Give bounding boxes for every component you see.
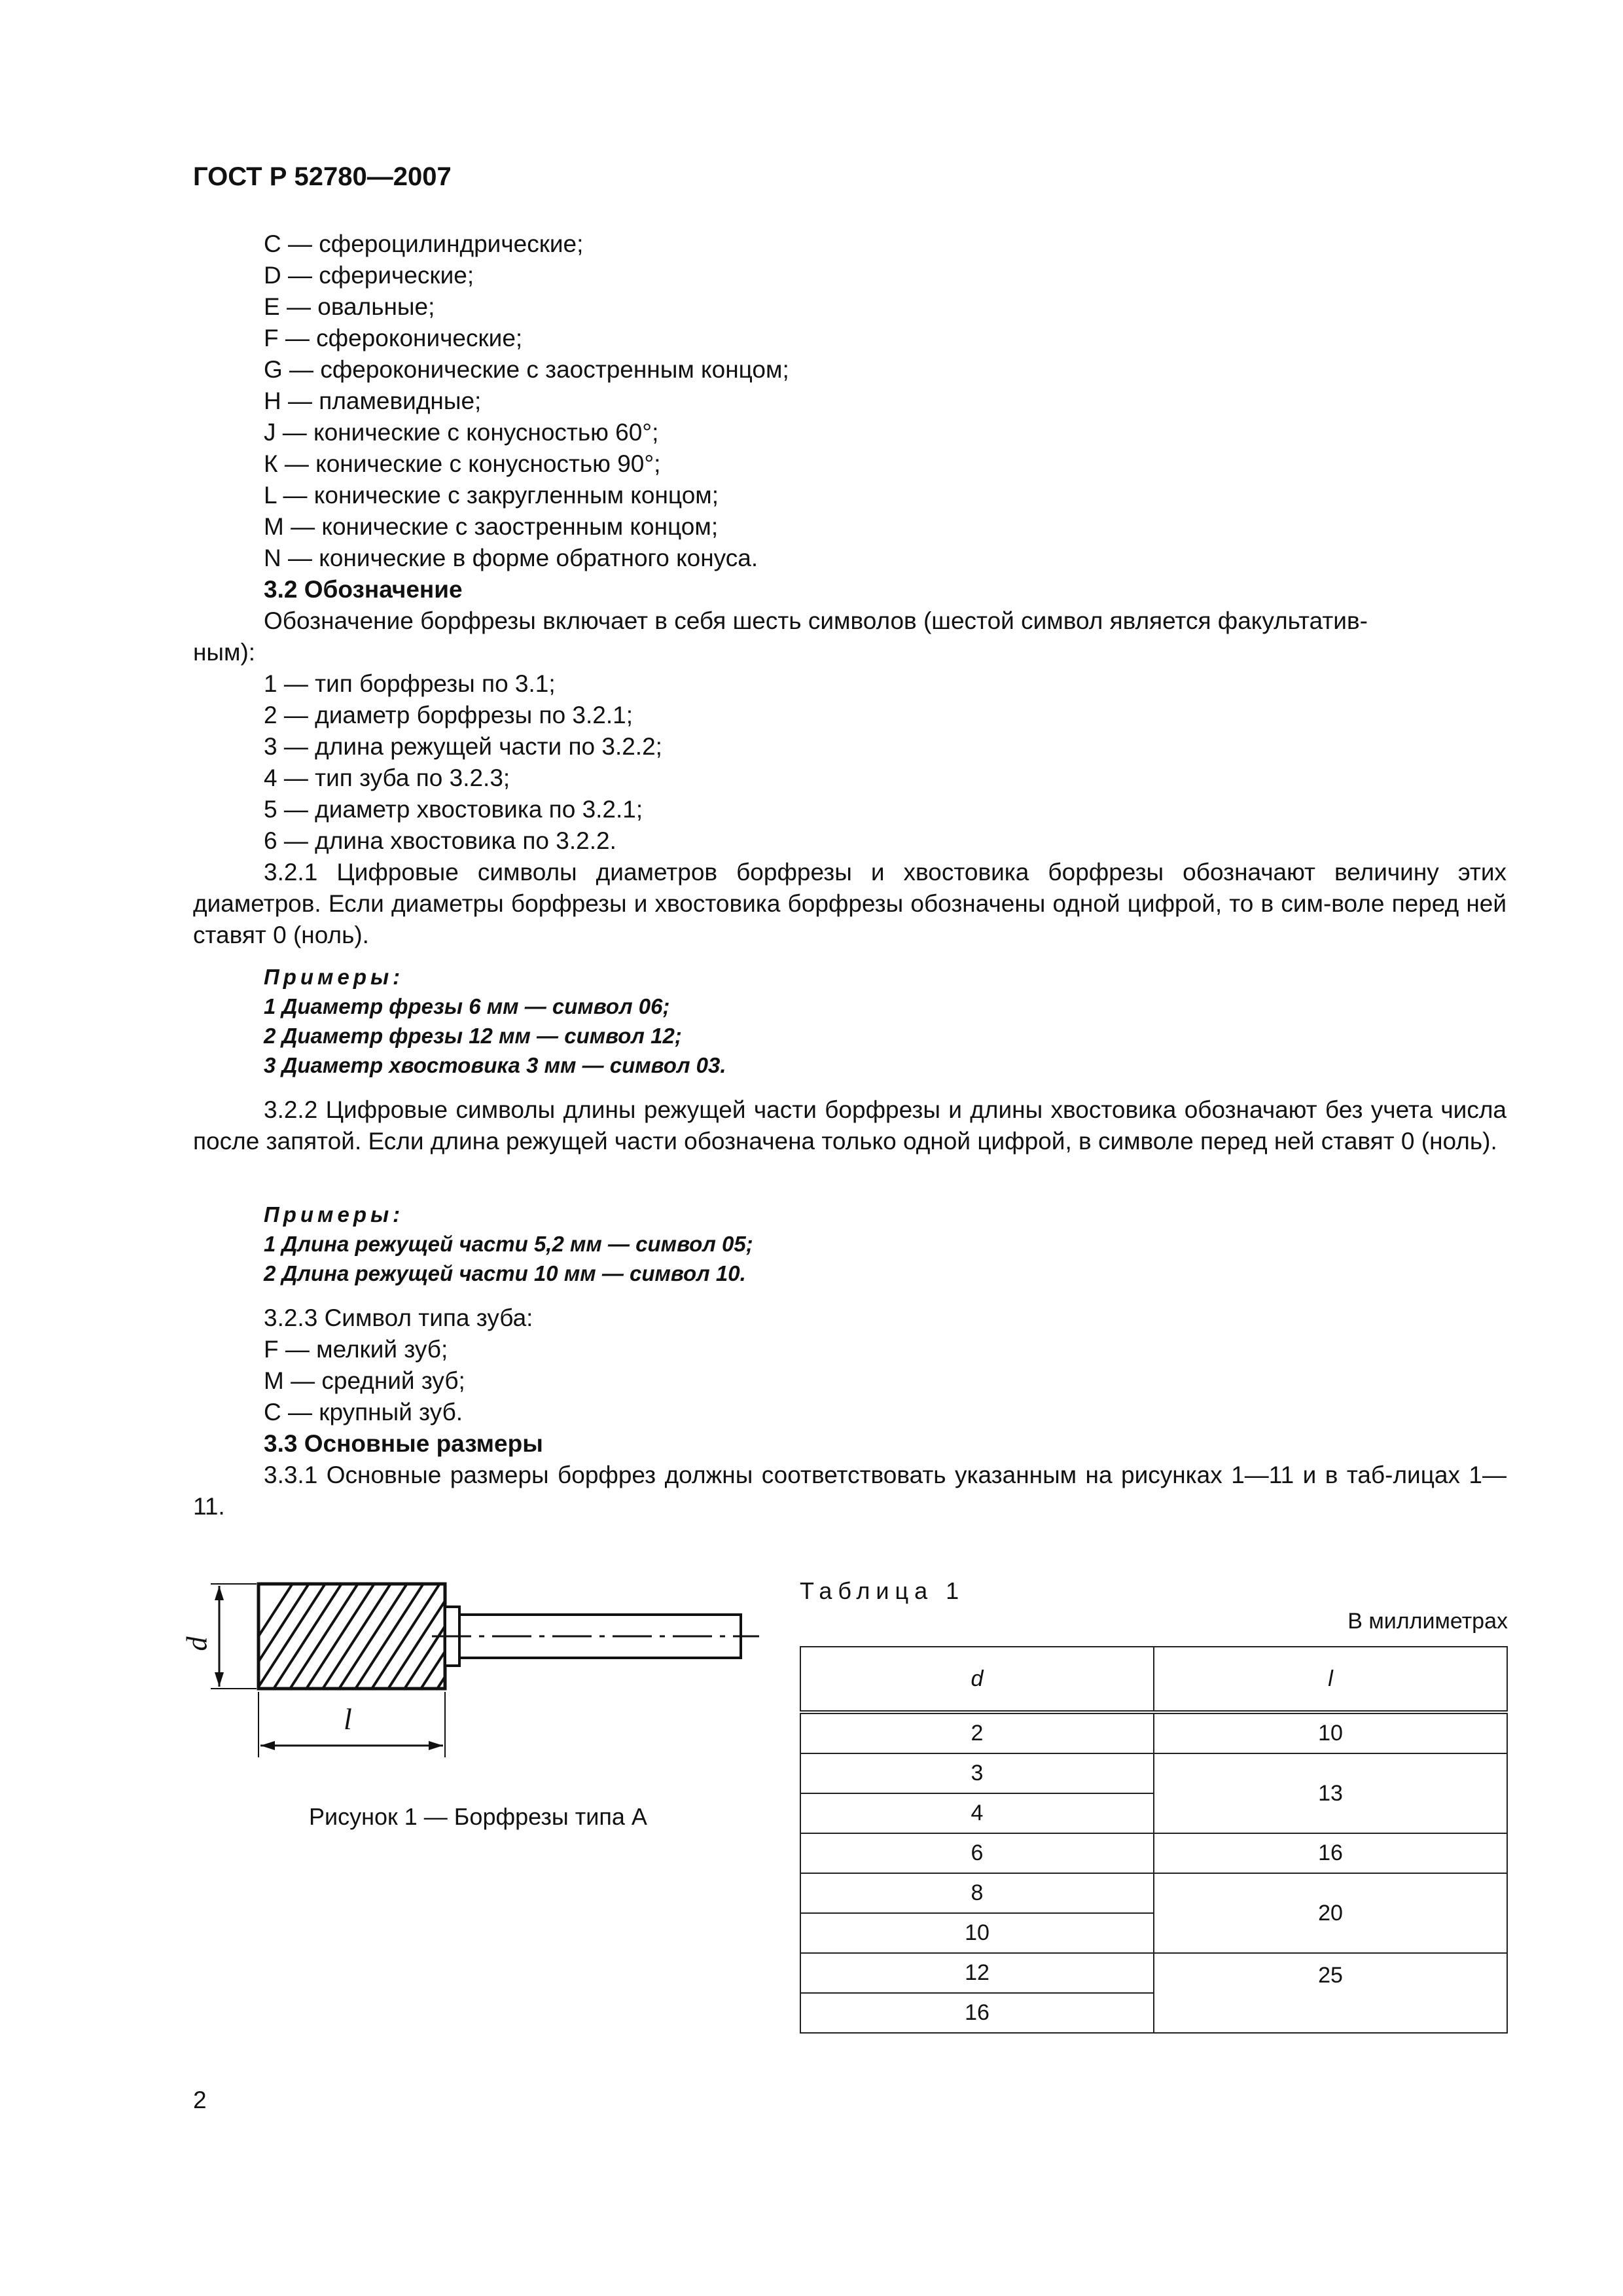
table-header-row	[800, 1647, 1507, 1712]
example-item: 1 Длина режущей части 5,2 мм — символ 05;	[264, 1232, 753, 1256]
table-cell-l: 16	[1154, 1833, 1507, 1873]
paragraph-3-2-3: 3.2.3 Символ типа зуба:	[264, 1304, 533, 1331]
table-cell-d: 6	[800, 1833, 1154, 1873]
figure-1-drawing	[183, 1568, 772, 1784]
table-cell-l: 25	[1154, 1953, 1507, 2033]
table-cell-l: 20	[1154, 1873, 1507, 1953]
table-cell-l: 13	[1154, 1753, 1507, 1833]
examples-block-2	[264, 1200, 753, 1288]
table-units: В миллиметрах	[1347, 1609, 1508, 1634]
example-item: 2 Длина режущей части 10 мм — символ 10.	[264, 1261, 746, 1285]
table-cell-l: 10	[1154, 1712, 1507, 1753]
example-item: 3 Диаметр хвостовика 3 мм — символ 03.	[264, 1053, 726, 1077]
list-item: D — сферические;	[264, 262, 474, 289]
column-header-l: l	[1154, 1647, 1507, 1712]
table-cell-d: 10	[800, 1913, 1154, 1953]
paragraph-3-2-1: 3.2.1 Цифровые символы диаметров борфрезы и хвостовика борфрезы обозначают величину этих диаметров. Если диаметры борфрезы и хвостовика борфрезы обозначены одной цифрой, то в сим-воле перед ней ставят 0 (ноль).	[193, 859, 1507, 948]
table-row	[800, 1712, 1507, 1753]
table-row	[800, 1953, 1507, 1993]
symbols-list	[264, 668, 662, 857]
table-title: Таблица 1	[800, 1577, 965, 1604]
examples-block-1	[264, 962, 726, 1080]
list-item: F — сфероконические;	[264, 325, 523, 351]
table-cell-d: 16	[800, 1993, 1154, 2033]
figure-label-d: d	[181, 1636, 213, 1651]
table-cell-d: 2	[800, 1712, 1154, 1753]
paragraph-3-3-1: 3.3.1 Основные размеры борфрез должны соответствовать указанным на рисунках 1—11 и в таб-лицах 1—11.	[193, 1462, 1507, 1520]
list-item: G — сфероконические с заостренным концом;	[264, 356, 789, 383]
list-item: 4 — тип зуба по 3.2.3;	[264, 764, 510, 791]
section-3-3-title: 3.3 Основные размеры	[264, 1430, 543, 1457]
column-header-d: d	[800, 1647, 1154, 1712]
list-item: J — конические с конусностью 60°;	[264, 419, 659, 446]
table-cell-d: 8	[800, 1873, 1154, 1913]
table-cell-d: 4	[800, 1793, 1154, 1833]
list-item: С — сфероцилиндрические;	[264, 230, 584, 257]
list-item: N — конические в форме обратного конуса.	[264, 545, 758, 571]
paragraph-3-2-2: 3.2.2 Цифровые символы длины режущей части борфрезы и длины хвостовика обозначают без учета числа после запятой. Если длина режущей части обозначена только одной цифрой, в символе перед ней ставят 0 (ноль).	[193, 1096, 1507, 1155]
table-row	[800, 1833, 1507, 1873]
table-cell-d: 12	[800, 1953, 1154, 1993]
examples-heading: Примеры:	[264, 965, 404, 989]
table-1	[800, 1646, 1508, 2034]
document-header: ГОСТ Р 52780—2007	[193, 162, 452, 191]
figure-label-l: l	[344, 1702, 352, 1736]
figure-caption: Рисунок 1 — Борфрезы типа А	[309, 1803, 647, 1830]
section-3-2-intro-line1: Обозначение борфрезы включает в себя шесть символов (шестой символ является факультатив-	[264, 607, 1368, 634]
table-row	[800, 1873, 1507, 1913]
list-item: 6 — длина хвостовика по 3.2.2.	[264, 827, 616, 854]
list-item: L — конические с закругленным концом;	[264, 482, 719, 509]
teeth-block	[264, 1302, 543, 1460]
table-cell-d: 3	[800, 1753, 1154, 1793]
list-item: С — крупный зуб.	[264, 1399, 463, 1426]
list-item: 2 — диаметр борфрезы по 3.2.1;	[264, 702, 633, 728]
list-item: 3 — длина режущей части по 3.2.2;	[264, 733, 662, 760]
list-item: К — конические с конусностью 90°;	[264, 450, 661, 477]
examples-heading: Примеры:	[264, 1202, 404, 1227]
list-item: М — конические с заостренным концом;	[264, 513, 719, 540]
list-item: Е — овальные;	[264, 293, 435, 320]
section-3-2-intro-line2: ным):	[193, 639, 256, 666]
list-item: М — средний зуб;	[264, 1367, 465, 1394]
types-list	[264, 228, 789, 605]
list-item: Н — пламевидные;	[264, 387, 482, 414]
example-item: 2 Диаметр фрезы 12 мм — символ 12;	[264, 1024, 682, 1048]
list-item: F — мелкий зуб;	[264, 1336, 448, 1363]
example-item: 1 Диаметр фрезы 6 мм — символ 06;	[264, 994, 670, 1018]
list-item: 5 — диаметр хвостовика по 3.2.1;	[264, 796, 643, 823]
page-number: 2	[193, 2087, 207, 2113]
section-3-2-title: 3.2 Обозначение	[264, 576, 463, 603]
list-item: 1 — тип борфрезы по 3.1;	[264, 670, 556, 697]
table-row	[800, 1753, 1507, 1793]
